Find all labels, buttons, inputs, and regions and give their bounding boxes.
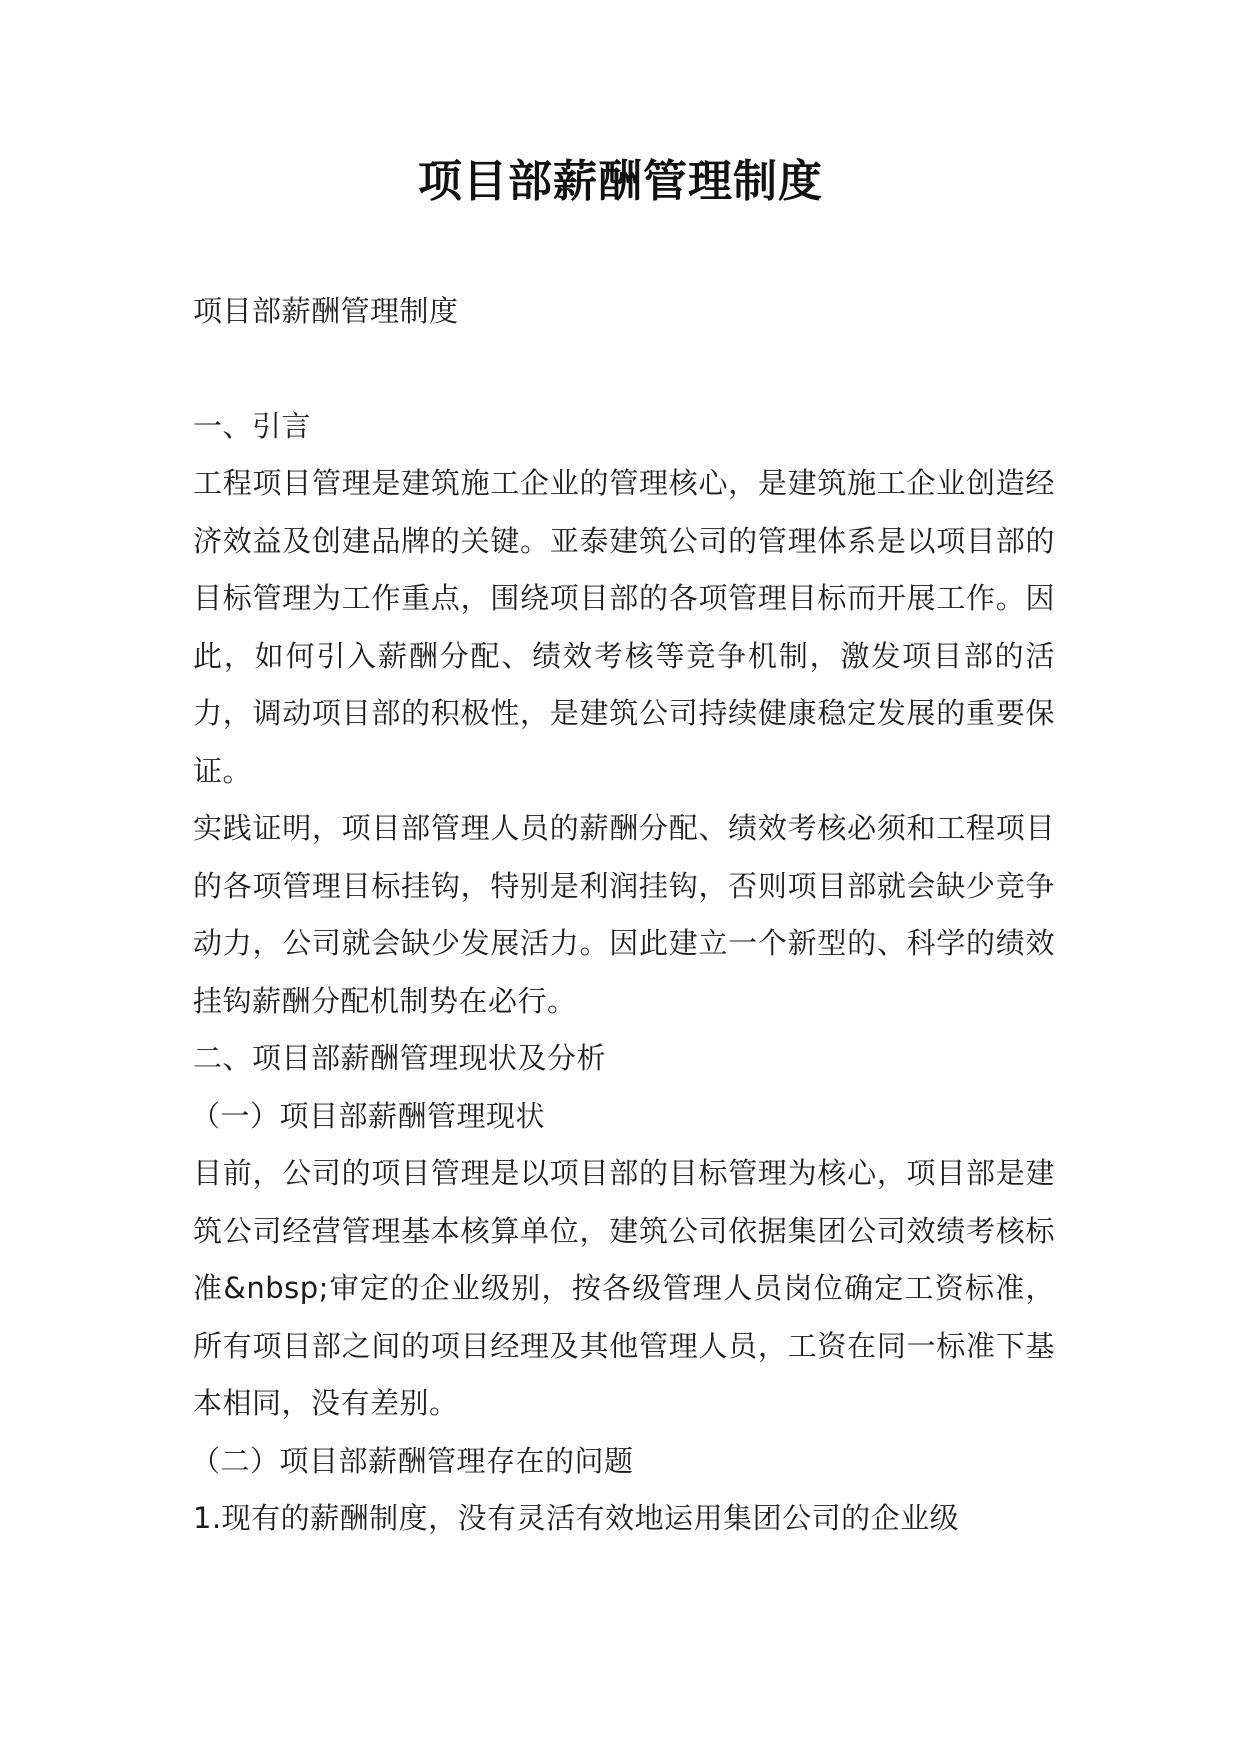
subsection-heading-problems: （二）项目部薪酬管理存在的问题 bbox=[191, 1443, 634, 1478]
paragraph-problem-1: 1.现有的薪酬制度，没有灵活有效地运用集团公司的企业级 bbox=[193, 1501, 960, 1535]
section-heading-status-analysis: 二、项目部薪酬管理现状及分析 bbox=[193, 1041, 607, 1075]
document-title: 项目部薪酬管理制度 bbox=[418, 156, 823, 207]
paragraph-practice: 实践证明，项目部管理人员的薪酬分配、绩效考核必须和工程项目的各项管理目标挂钩，特别是利润挂钩，否则项目部就会缺少竞争动力，公司就会缺少发展活力。因此建立一个新型的、科学的绩效挂钩薪酬分配机制势在必行。 bbox=[193, 811, 1055, 1018]
paragraph-status: 目前，公司的项目管理是以项目部的目标管理为核心，项目部是建筑公司经营管理基本核算单位，建筑公司依据集团公司效绩考核标准&nbsp;审定的企业级别，按各级管理人员岗位确定工资标准，所有项目部之间的项目经理及其他管理人员，工资在同一标准下基本相同，没有差别。 bbox=[193, 1156, 1055, 1420]
document-subtitle: 项目部薪酬管理制度 bbox=[193, 294, 459, 328]
section-heading-introduction: 一、引言 bbox=[193, 408, 312, 443]
paragraph-introduction: 工程项目管理是建筑施工企业的管理核心，是建筑施工企业创造经济效益及创建品牌的关键。亚泰建筑公司的管理体系是以项目部的目标管理为工作重点，围绕项目部的各项管理目标而开展工作。因此，如何引入薪酬分配、绩效考核等竞争机制，激发项目部的活力，调动项目部的积极性，是建筑公司持续健康稳定发展的重要保证。 bbox=[193, 466, 1055, 788]
document-body bbox=[193, 283, 1055, 1548]
subsection-heading-status: （一）项目部薪酬管理现状 bbox=[191, 1098, 546, 1133]
